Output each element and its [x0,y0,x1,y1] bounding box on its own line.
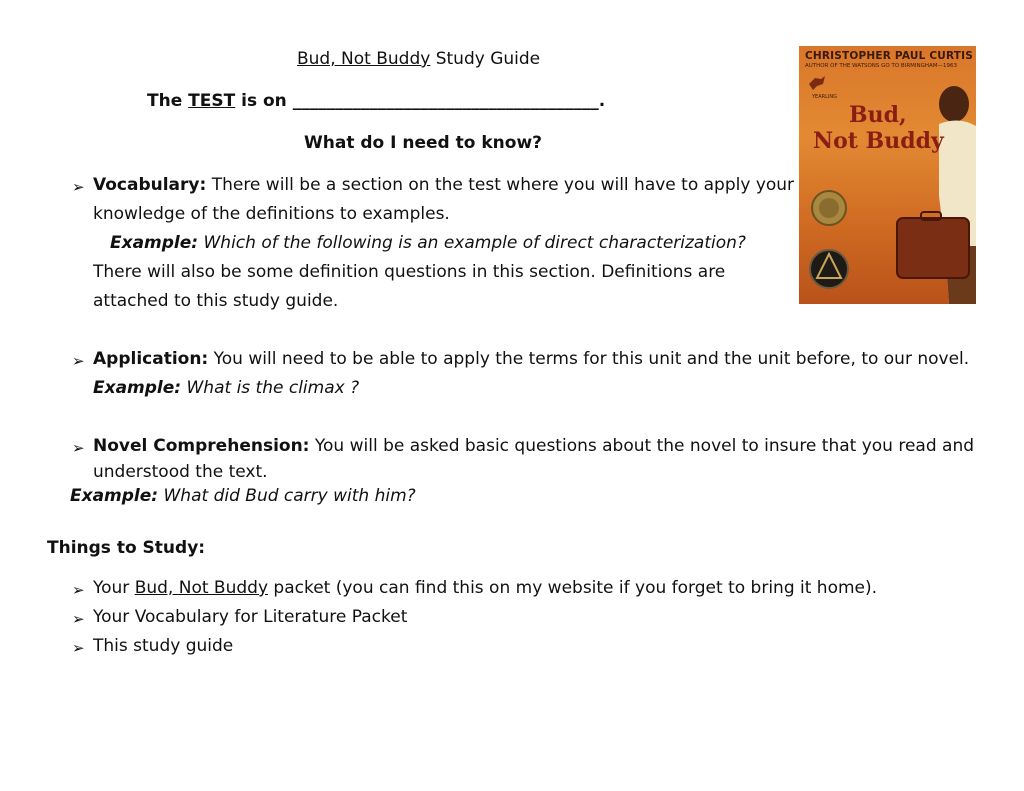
application-line [93,349,969,369]
horse-logo-icon [809,76,825,90]
arrowhead-bullet-icon: ➢ [72,439,85,457]
arrowhead-bullet-icon: ➢ [72,610,85,628]
book-cover-image [799,46,976,304]
book-title: Bud, Not Buddy [297,49,431,69]
arrowhead-bullet-icon: ➢ [72,352,85,370]
study-item-vocabulary: Your Vocabulary for Literature Packet [93,607,408,627]
study-item-prefix: Your [93,578,135,598]
suitcase-icon [897,218,969,278]
comprehension-example [70,486,416,506]
study-item-packet [93,578,877,598]
vocabulary-label: Vocabulary: [93,175,207,195]
study-item-suffix: packet (you can find this on my website if you forget to bring it home). [268,578,878,598]
example-text: What did Bud carry with him? [158,486,416,506]
cover-author: CHRISTOPHER PAUL CURTIS [805,50,974,62]
comprehension-text: You will be asked basic questions about the novel to insure that you read and [309,436,975,456]
vocabulary-text: There will be a section on the test where you will have to apply your [206,175,795,195]
cover-title-line1: Bud, [849,102,907,128]
vocabulary-example [110,233,746,253]
application-label: Application: [93,349,209,369]
example-text: Which of the following is an example of direct characterization? [198,233,746,253]
cover-art [799,46,976,304]
vocabulary-line2: knowledge of the definitions to examples. [93,204,450,224]
question-heading: What do I need to know? [304,133,543,153]
arrowhead-bullet-icon: ➢ [72,581,85,599]
study-item-guide: This study guide [93,636,234,656]
cover-subline: AUTHOR OF THE WATSONS GO TO BIRMINGHAM—1963 [805,63,958,69]
example-label: Example: [70,486,159,506]
comprehension-label: Novel Comprehension: [93,436,310,456]
cover-publisher: YEARLING [812,94,837,100]
cover-title [813,102,944,154]
example-label: Example: [110,233,199,253]
study-item-book: Bud, Not Buddy [134,578,269,598]
study-heading: Things to Study: [47,538,206,558]
arrowhead-bullet-icon: ➢ [72,639,85,657]
cover-title-line2: Not Buddy [813,128,944,154]
test-date-blank: is on ____________________________________. [235,91,606,111]
title-rest: Study Guide [430,49,541,69]
test-prefix: The [147,91,189,111]
application-example [93,378,359,398]
test-line [147,91,605,111]
example-text: What is the climax ? [181,378,360,398]
comprehension-line1 [93,436,974,456]
arrowhead-bullet-icon: ➢ [72,178,85,196]
test-word: TEST [188,91,236,111]
vocabulary-line1 [93,175,794,195]
page-title [297,49,540,69]
vocabulary-line3: There will also be some definition questions in this section. Definitions are [93,262,726,282]
example-label: Example: [93,378,182,398]
comprehension-line2: understood the text. [93,462,268,482]
vocabulary-line4: attached to this study guide. [93,291,339,311]
application-text: You will need to be able to apply the terms for this unit and the unit before, to our novel. [208,349,970,369]
